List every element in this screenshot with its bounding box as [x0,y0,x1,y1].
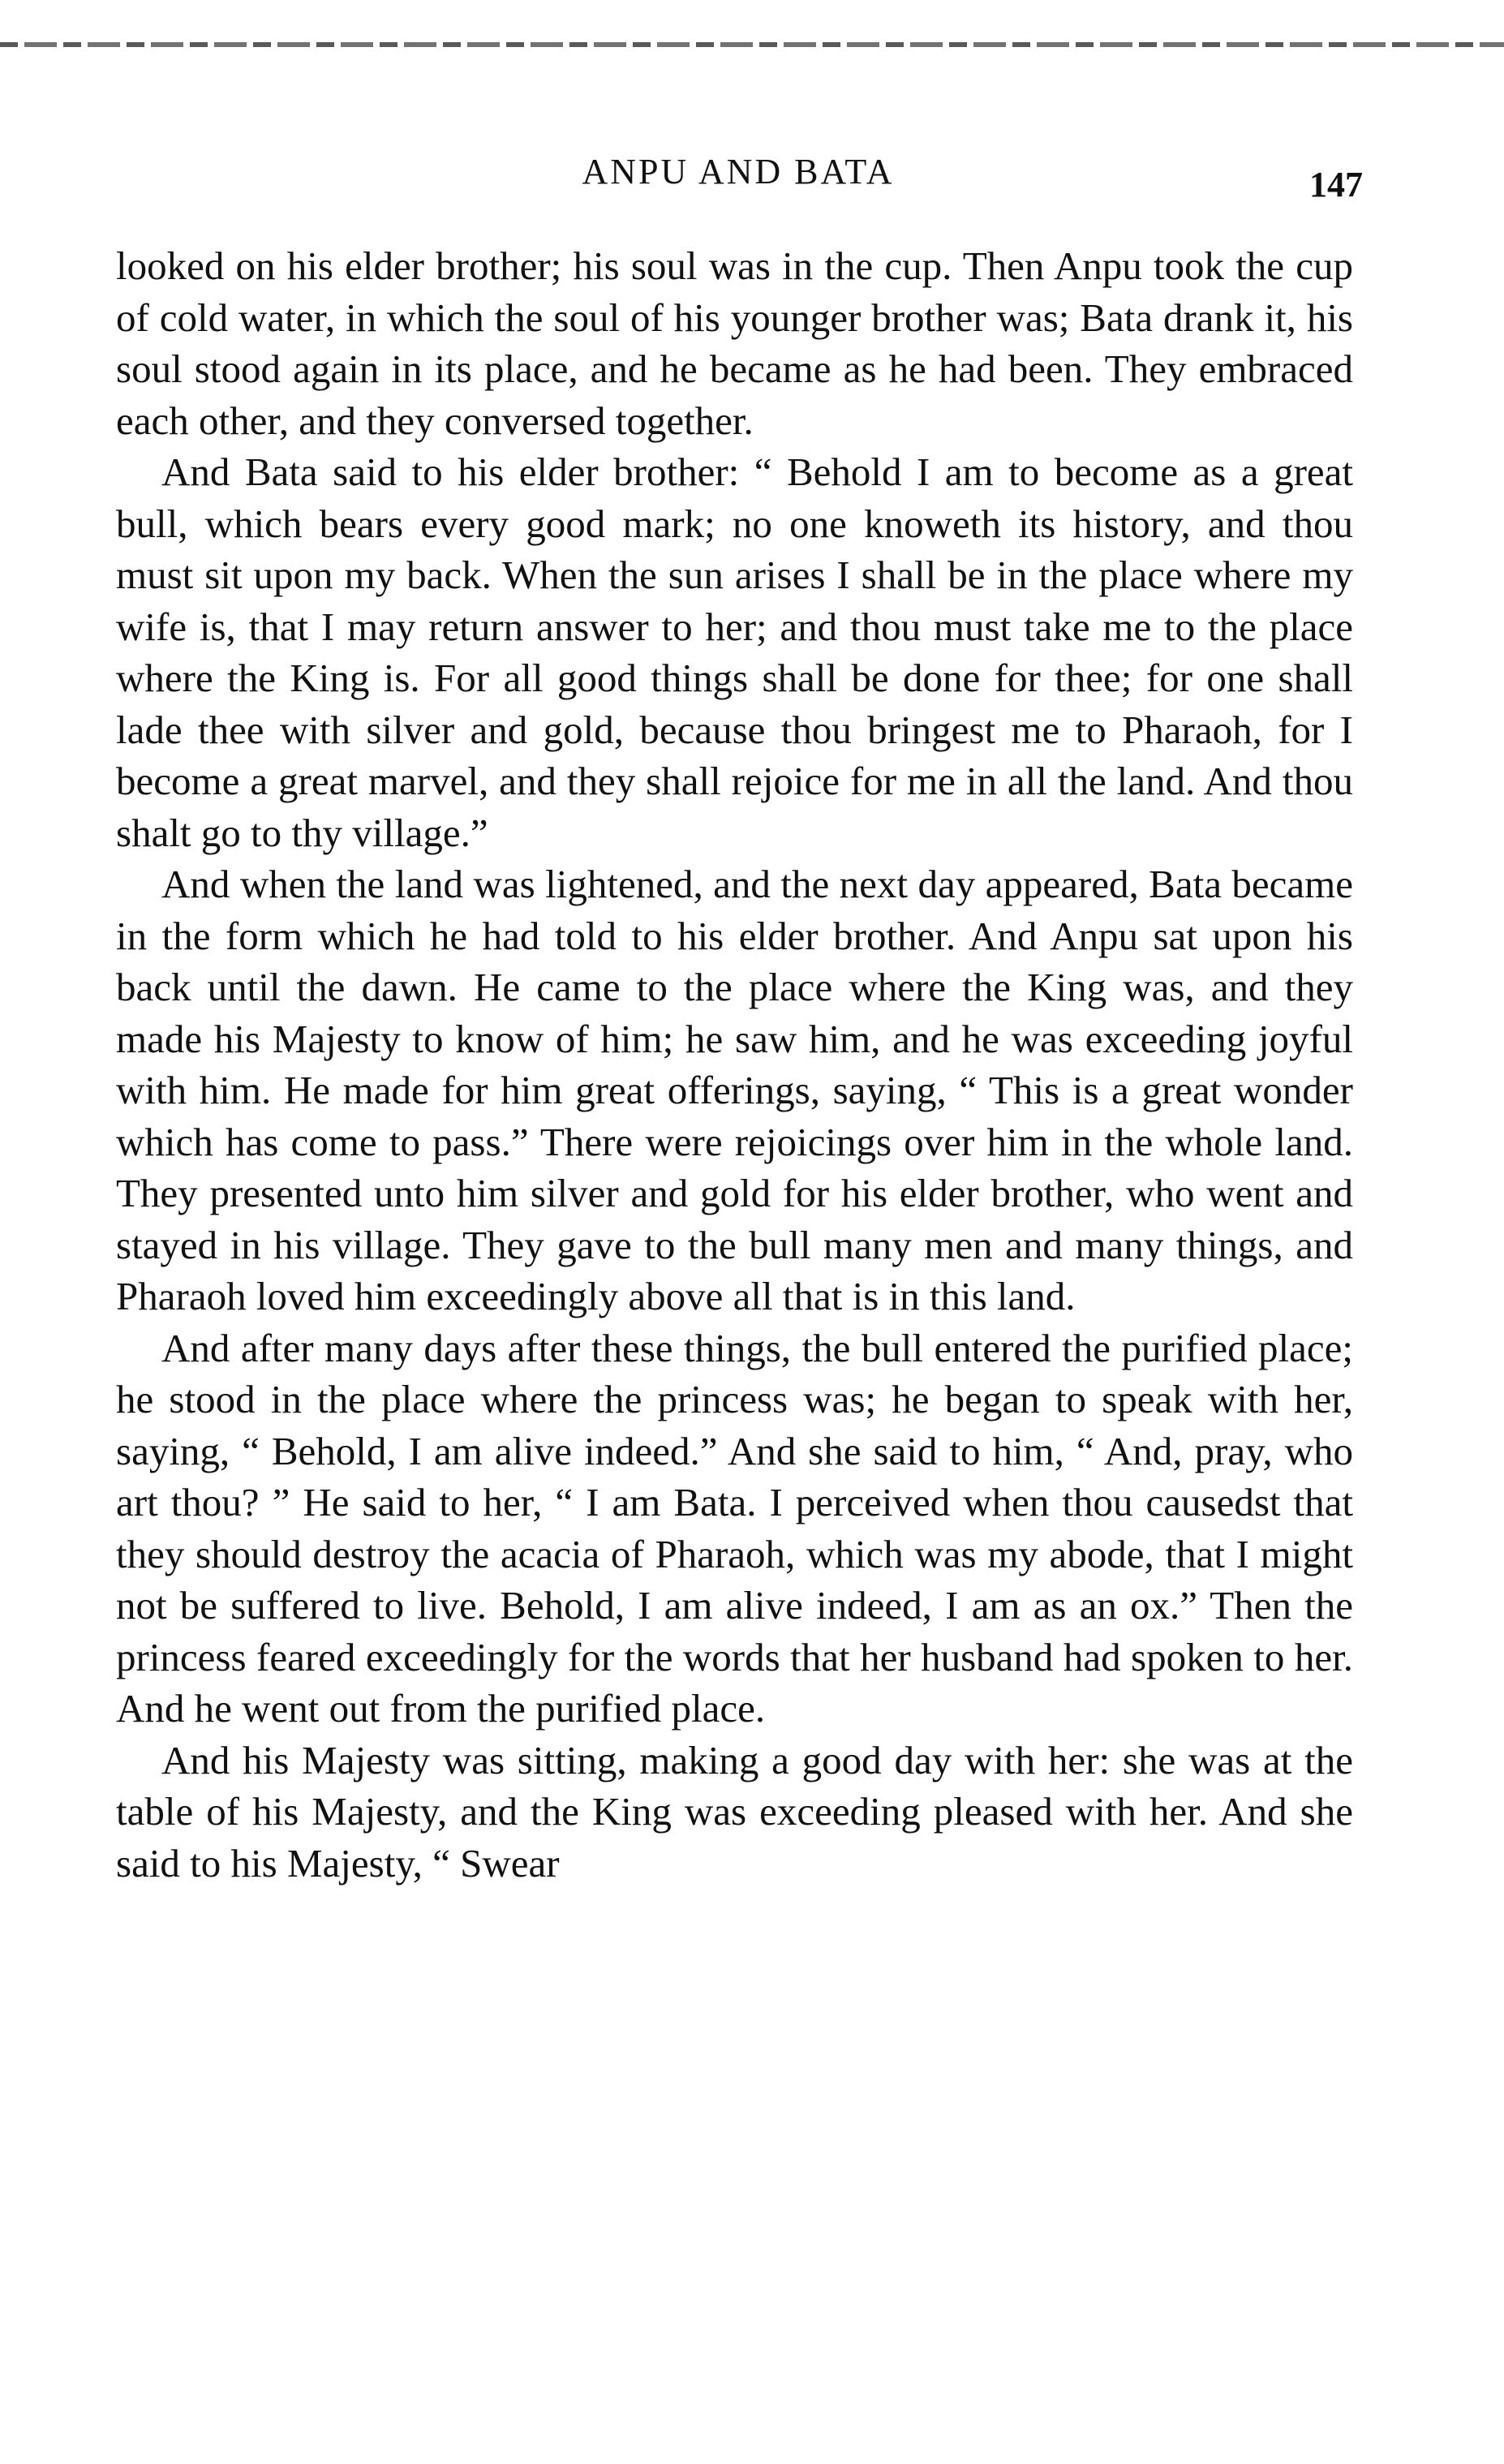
paragraph-2: And Bata said to his elder brother: “ Behold I am to become as a great bull, which bears every good mark; no one knoweth its history, and thou must sit upon my back. When the sun arises I shall be in the place where my wife is, that I may return answer to her; and thou must take me to the place where the King is. For all good things shall be done for thee; for one shall lade thee with silver and gold, because thou bringest me to Pharaoh, for I become a great marvel, and they shall rejoice for me in all the land. And thou shalt go to thy village.” [116,449,1353,855]
running-head [114,146,1363,203]
top-edge-rule [0,42,1504,47]
paragraph-3: And when the land was lightened, and the next day appeared, Bata became in the form which he had told to his elder brother. And Anpu sat upon his back until the dawn. He came to the place where the King was, and they made his Majesty to know of him; he saw him, and he was exceeding joyful with him. He made for him great offerings, saying, “ This is a great wonder which has come to pass.” There were rejoicings over him in the whole land. They presented unto him silver and gold for his elder brother, who went and stayed in his village. They gave to the bull many men and many things, and Pharaoh loved him exceedingly above all that is in this land. [116,862,1353,1318]
paragraph-1: looked on his elder brother; his soul was in the cup. Then Anpu took the cup of cold water, in which the soul of his younger brother was; Bata drank it, his soul stood again in its place, and he became as he had been. They embraced each other, and they conversed together. [116,243,1353,443]
page-number: 147 [1309,165,1363,204]
body-text [116,240,1353,1889]
running-title: ANPU AND BATA [582,152,895,191]
paragraph-4: And after many days after these things, the bull entered the purified place; he stood in the place where the princess was; he began to speak with her, saying, “ Behold, I am alive indeed.” And she said to him, “ And, pray, who art thou? ” He said to her, “ I am Bata. I perceived when thou causedst that they should destroy the acacia of Pharaoh, which was my abode, that I might not be suffered to live. Behold, I am alive indeed, I am as an ox.” Then the princess feared exceedingly for the words that her husband had spoken to her. And he went out from the purified place. [116,1325,1353,1731]
paragraph-5: And his Majesty was sitting, making a good day with her: she was at the table of his Majesty, and the King was exceeding pleased with her. And she said to his Majesty, “ Swear [116,1737,1353,1886]
